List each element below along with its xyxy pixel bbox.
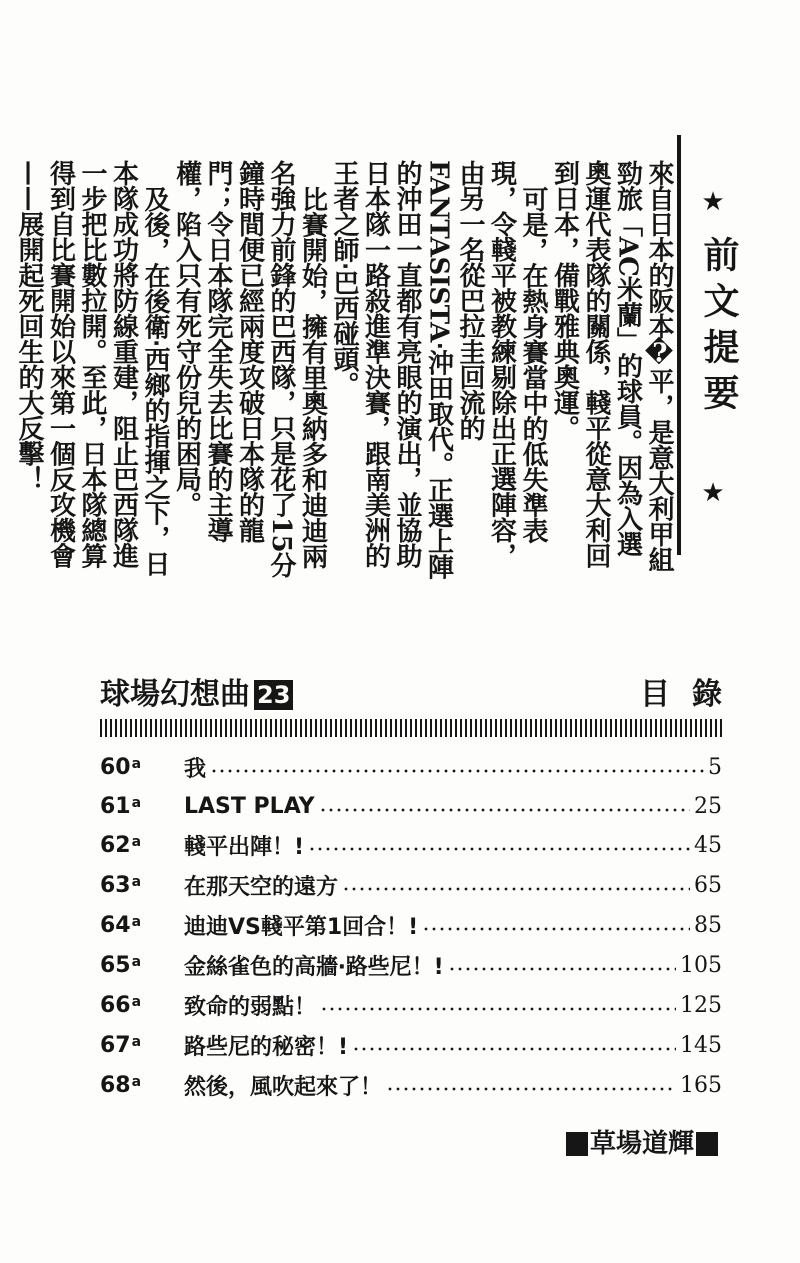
volume-badge: 23 <box>254 680 293 710</box>
chapter-number: 65$^a$ <box>100 952 142 978</box>
author-credit <box>564 1128 720 1160</box>
dot-leader <box>422 916 690 934</box>
chapter-page: 45 <box>694 832 722 858</box>
chapter-number: 66$^a$ <box>100 992 142 1018</box>
chapter-title: 我 <box>184 756 207 782</box>
toc-entry[interactable] <box>100 1065 722 1105</box>
chapter-title: LAST PLAY <box>184 793 315 819</box>
chapter-title: 在那天空的遠方 <box>184 874 339 900</box>
chapter-page: 165 <box>680 1072 722 1098</box>
star-icon: ★ <box>701 478 725 508</box>
chapter-page: 65 <box>694 872 722 898</box>
toc-entry[interactable] <box>100 905 722 945</box>
chapter-page: 25 <box>694 793 722 819</box>
chapter-title: 迪迪VS輚平第1回合！! <box>184 914 419 940</box>
summary-title: 前文提要 <box>698 236 739 420</box>
author-name: 草場道輝 <box>589 1129 694 1159</box>
chapter-number: 63$^a$ <box>100 872 142 898</box>
toc-entry[interactable] <box>100 747 722 787</box>
chapter-number: 62$^a$ <box>100 832 142 858</box>
summary-paragraph: 比賽開始，擁有里奧納多和迪迪兩名強力前鋒的巴西隊，只是花了15分鐘時間便已經兩度攻破日本隊的龍門；令日本隊完全失去比賽的主導權，陷入只有死守份兒的困局。 <box>171 160 328 578</box>
dot-leader <box>320 996 676 1014</box>
toc-entry[interactable] <box>100 945 722 985</box>
dot-leader <box>319 797 690 815</box>
series-title <box>100 677 293 713</box>
summary-body <box>14 160 674 580</box>
chapter-title: 路些尼的秘密！! <box>184 1034 349 1060</box>
chapter-number: 68$^a$ <box>100 1072 142 1098</box>
toc-entry[interactable] <box>100 825 722 865</box>
chapter-page: 85 <box>694 912 722 938</box>
tick-ruler-divider <box>100 719 722 737</box>
chapter-title: 輚平出陣！! <box>184 834 305 860</box>
star-icon: ★ <box>701 187 725 217</box>
summary-paragraph: 來自日本的阪本�平，是意大利甲組勁旅「AC米蘭」的球員。因為入選奧運代表隊的關係，輚平從意大利回到日本，備戰雅典奧運。 <box>549 160 674 572</box>
dot-leader <box>342 876 690 894</box>
chapter-page: 105 <box>680 952 722 978</box>
chapter-number: 60$^a$ <box>100 754 142 780</box>
toc-heading: 目錄 <box>640 677 744 712</box>
chapter-page: 125 <box>680 992 722 1018</box>
square-icon <box>696 1132 718 1156</box>
chapter-title: 致命的弱點！ <box>184 994 317 1020</box>
toc-entry[interactable] <box>100 786 722 826</box>
dot-leader <box>308 836 690 854</box>
dot-leader <box>210 758 704 776</box>
dot-leader <box>448 956 676 974</box>
summary-paragraph: 及後，在後衛‧西鄉的指揮之下，日本隊成功將防線重建，阻止巴西隊進一步把比數拉開。至此，日本隊總算得到自比賽開始以來第一個反攻機會——展開起死回生的大反擊！ <box>14 160 170 577</box>
dot-leader <box>386 1076 676 1094</box>
chapter-page: 145 <box>680 1032 722 1058</box>
toc-entry[interactable] <box>100 1025 722 1065</box>
summary-divider <box>677 135 681 555</box>
toc-entry[interactable] <box>100 985 722 1025</box>
chapter-title: 金絲雀色的高牆‧路些尼！! <box>184 954 444 980</box>
dot-leader <box>352 1036 676 1054</box>
chapter-number: 61$^a$ <box>100 793 142 819</box>
chapter-number: 67$^a$ <box>100 1032 142 1058</box>
chapter-title: 然後，風吹起來了！ <box>184 1074 383 1100</box>
square-icon <box>566 1132 588 1156</box>
summary-paragraph: 可是，在熱身賽當中的低失準表現，令輚平被教練剔除出正選陣容，由另一名從巴拉圭回流的FANTASISTA‧沖田取代。正選上陣的沖田一直都有亮眼的演出，並協助日本隊一路殺進準決賽，跟南美洲的王者之師‧巴西碰頭。 <box>329 160 548 580</box>
chapter-page: 5 <box>708 754 722 780</box>
series-title-text: 球場幻想曲 <box>100 677 250 712</box>
toc-entry[interactable] <box>100 865 722 905</box>
chapter-number: 64$^a$ <box>100 912 142 938</box>
